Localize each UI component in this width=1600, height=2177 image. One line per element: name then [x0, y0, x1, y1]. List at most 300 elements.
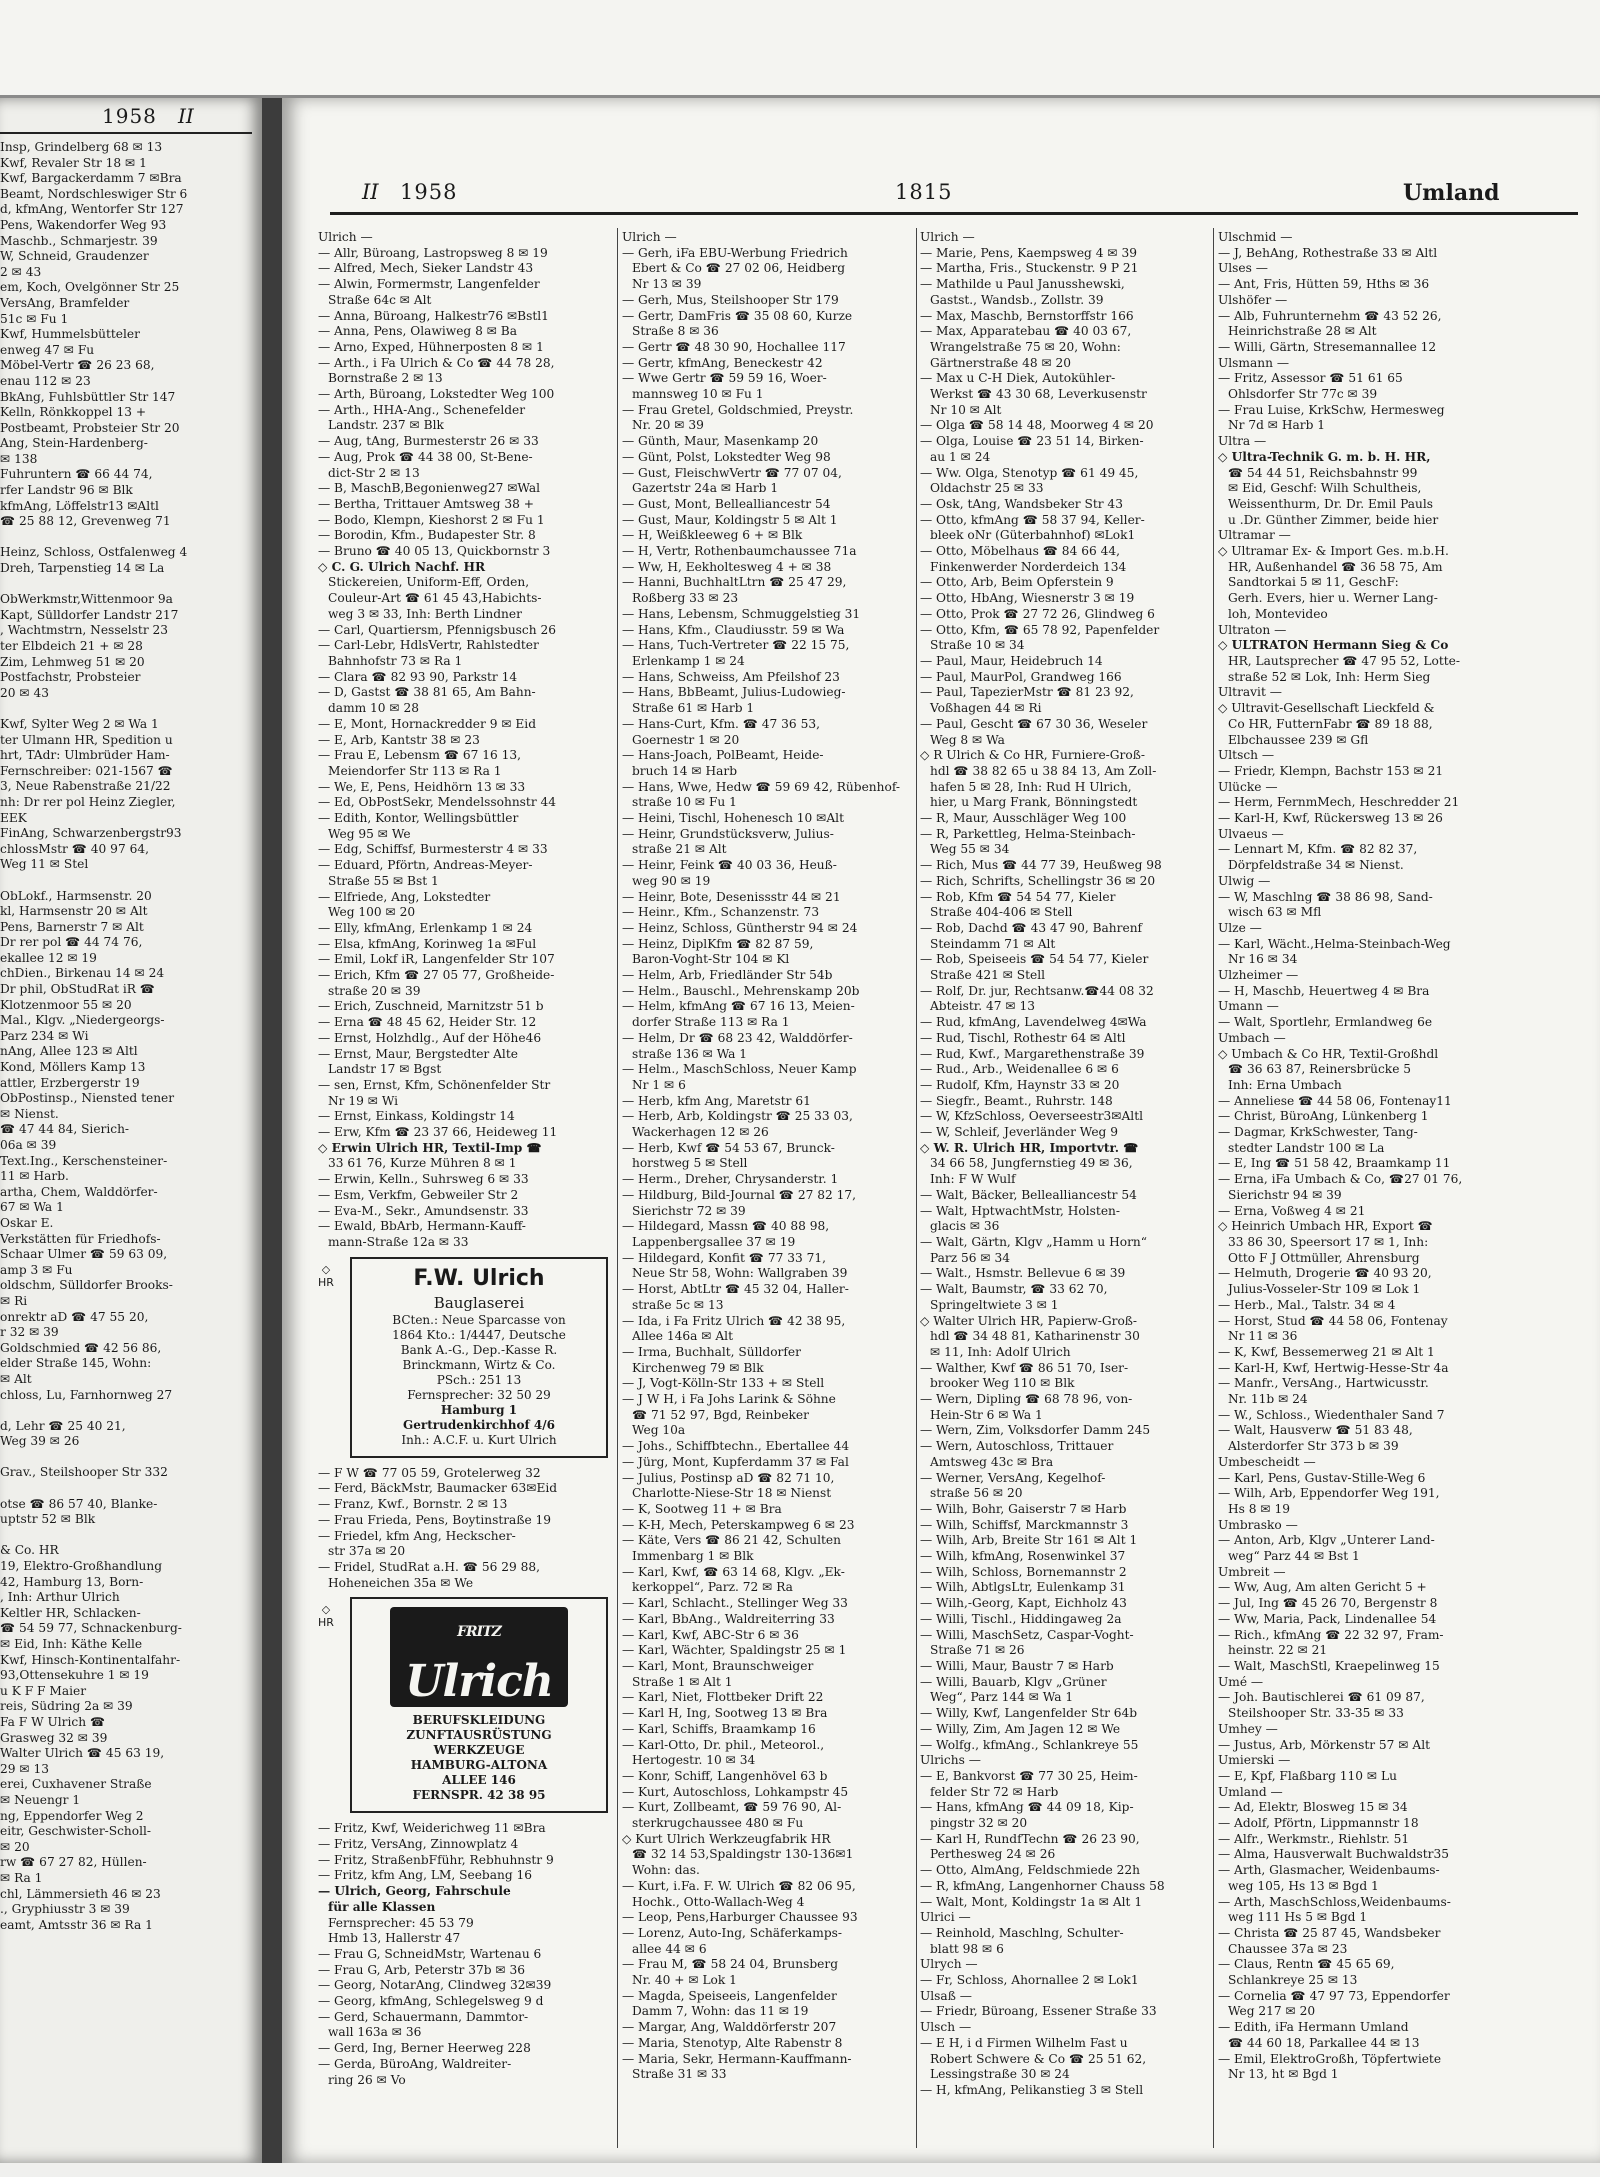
directory-entry: — Margar, Ang, Walddörferstr 207 [622, 2020, 837, 2035]
directory-entry: Straße 55 ✉ Bst 1 [328, 873, 439, 888]
directory-entry: — Karl, Pens, Gustav-Stille-Weg 6 [1218, 1470, 1426, 1485]
directory-entry: — Karl, Kwf, ☎ 63 14 68, Klgv. „Ek- [622, 1564, 845, 1579]
directory-entry: — F W ☎ 77 05 59, Grotelerweg 32 [318, 1465, 541, 1480]
directory-entry: u .Dr. Günther Zimmer, beide hier [1228, 512, 1439, 527]
left-page-line: ✉ Neuengr 1 [0, 1792, 81, 1807]
directory-entry: — Rob, Speiseeis ☎ 54 54 77, Kieler [920, 952, 1149, 967]
directory-entry: — Helm., MaschSchloss, Neuer Kamp [622, 1062, 857, 1077]
directory-entry: — Karl, Schiffs, Braamkamp 16 [622, 1721, 816, 1736]
left-page-line: ✉ Eid, Inh: Käthe Kelle [0, 1637, 143, 1651]
directory-entry: — H, kfmAng, Pelikanstieg 3 ✉ Stell [920, 2082, 1144, 2097]
left-page-line: rw ☎ 67 27 82, Hüllen- [0, 1855, 147, 1870]
directory-entry: Nr 13 ✉ 39 [632, 277, 702, 292]
directory-entry: — Heinz, DiplKfm ☎ 82 87 59, [622, 936, 814, 951]
book-gutter [262, 98, 282, 2163]
directory-entry: — Gerh, Mus, Steilshooper Str 179 [622, 292, 839, 307]
directory-entry: — Herm., Dreher, Chrysanderstr. 1 [622, 1172, 839, 1187]
directory-entry: — Frau M, ☎ 58 24 04, Brunsberg [622, 1957, 839, 1972]
directory-entry: sterkrugchaussee 480 ✉ Fu [632, 1816, 804, 1831]
directory-column-4 [1218, 230, 1510, 2150]
left-page-line [0, 1481, 244, 1497]
directory-entry: — Rob, Dachd ☎ 43 47 90, Bahrenf [920, 920, 1143, 935]
directory-entry: — Lorenz, Auto-Ing, Schäferkamps- [622, 1925, 842, 1940]
directory-entry: ◇ ULTRATON Hermann Sieg & Co [1218, 638, 1449, 653]
surname-heading: Ultsch — [1218, 748, 1275, 763]
directory-entry: — Paul, MaurPol, Grandweg 166 [920, 669, 1122, 684]
left-page-line: d, Lehr ☎ 25 40 21, [0, 1418, 126, 1433]
page-volume: II [362, 180, 379, 204]
directory-entry: Nr 1 ✉ 6 [632, 1077, 686, 1092]
surname-heading: Ulrich — [622, 230, 677, 244]
directory-entry: Nr 19 ✉ Wi [328, 1093, 399, 1108]
directory-entry: Baron-Voght-Str 104 ✉ Kl [632, 952, 790, 967]
directory-entry: ☎ 54 44 51, Reichsbahnstr 99 [1228, 465, 1418, 480]
directory-entry: Damm 7, Wohn: das 11 ✉ 19 [632, 2004, 809, 2019]
directory-entry: — Karl-Otto, Dr. phil., Meteorol., [622, 1737, 825, 1752]
directory-entry: Elbchaussee 239 ✉ Gfl [1228, 732, 1369, 747]
directory-entry: weg 3 ✉ 33, Inh: Berth Lindner [328, 606, 522, 621]
directory-entry: — E H, i d Firmen Wilhelm Fast u [920, 2035, 1128, 2050]
directory-entry: heinstr. 22 ✉ 21 [1228, 1643, 1328, 1658]
directory-entry: ◇ Ultra-Technik G. m. b. H. HR, [1218, 449, 1431, 464]
directory-entry: glacis ✉ 36 [930, 1219, 1000, 1234]
directory-entry: — Erich, Kfm ☎ 27 05 77, Großheide- [318, 968, 555, 983]
left-page-line: kl, Harmsenstr 20 ✉ Alt [0, 904, 148, 919]
directory-entry: — Walt, Baumstr, ☎ 33 62 70, [920, 1282, 1108, 1297]
left-page-line [0, 1403, 244, 1419]
directory-entry: — Willi, Gärtn, Stresemannallee 12 [1218, 339, 1437, 354]
directory-column-2 [622, 230, 914, 2150]
directory-entry: — Paul, Maur, Heidebruch 14 [920, 653, 1103, 668]
directory-entry: — Friedr, Büroang, Essener Straße 33 [920, 2004, 1157, 2019]
left-page-line: Grasweg 32 ✉ 39 [0, 1730, 108, 1745]
left-page-line: 06a ✉ 39 [0, 1138, 57, 1152]
directory-entry: Weg 55 ✉ 34 [930, 842, 1010, 857]
left-page-line: ☎ 54 59 77, Schnackenburg- [0, 1621, 182, 1636]
directory-entry: — Wwe Gertr ☎ 59 59 16, Woer- [622, 371, 827, 386]
directory-entry: — Reinhold, Maschlng, Schulter- [920, 1925, 1124, 1940]
directory-entry: — Ad, Elektr, Blosweg 15 ✉ 34 [1218, 1800, 1408, 1815]
directory-entry: — Carl, Quartiersm, Pfennigsbusch 26 [318, 622, 556, 637]
left-page-line: Kwf, Hummelsbütteler [0, 327, 140, 342]
directory-entry: — Alma, Hausverwalt Buchwaldstr35 [1218, 1847, 1449, 1862]
left-page-line: Beamt, Nordschleswiger Str 6 [0, 186, 188, 201]
left-page-line: 2 ✉ 43 [0, 264, 42, 279]
directory-entry: — Herb, kfm Ang, Maretstr 61 [622, 1093, 811, 1108]
directory-entry: — Hans, Wwe, Hedw ☎ 59 69 42, Rübenhof- [622, 779, 901, 794]
hr-mark: ◇ HR [318, 1262, 334, 1289]
directory-entry: — Walt, Sportlehr, Ermlandweg 6e [1218, 1015, 1433, 1030]
directory-entry: Weg 95 ✉ We [328, 826, 411, 841]
directory-entry: — Aug, tAng, Burmesterstr 26 ✉ 33 [318, 434, 539, 449]
left-page-line: erei, Cuxhavener Straße [0, 1777, 152, 1792]
directory-entry: — Otto, kfmAng ☎ 58 37 94, Keller- [920, 512, 1145, 527]
directory-entry: — Ww, Maria, Pack, Lindenallee 54 [1218, 1611, 1437, 1626]
ad-line: Brinckmann, Wirtz & Co. [402, 1357, 556, 1372]
directory-entry: ◇ R Ulrich & Co HR, Furniere-Groß- [920, 748, 1145, 763]
directory-entry: — Hildburg, Bild-Journal ☎ 27 82 17, [622, 1187, 856, 1202]
directory-entry: Landstr 17 ✉ Bgst [328, 1062, 442, 1077]
left-page-line: Dr phil, ObStudRat iR ☎ [0, 982, 155, 997]
directory-entry: straße 10 ✉ Fu 1 [632, 795, 737, 810]
left-page-line: BkAng, Fuhlsbüttler Str 147 [0, 389, 176, 404]
directory-entry: Gerh. Evers, hier u. Werner Lang- [1228, 591, 1438, 606]
directory-entry: — Walt, Hausverw ☎ 51 83 48, [1218, 1423, 1413, 1438]
directory-entry: Weissenthurm, Dr. Dr. Emil Pauls [1228, 496, 1433, 511]
directory-entry: Werkst ☎ 43 30 68, Leverkusenstr [930, 387, 1147, 402]
ad-line: Fernsprecher: 32 50 29 [407, 1387, 551, 1402]
directory-entry: Hoheneichen 35a ✉ We [328, 1575, 474, 1590]
directory-entry: ◇ Erwin Ulrich HR, Textil-Imp ☎ [318, 1140, 542, 1155]
directory-entry: ☎ 32 14 53,Spaldingstr 130-136✉1 [632, 1847, 854, 1862]
left-page-line: nh: Dr rer pol Heinz Ziegler, [0, 794, 176, 809]
left-page-line: chloss, Lu, Farnhornweg 27 [0, 1387, 173, 1402]
directory-entry: — E, Kpf, Flaßbarg 110 ✉ Lu [1218, 1768, 1397, 1783]
left-page-line: ✉ 138 [0, 451, 38, 466]
directory-entry: Goernestr 1 ✉ 20 [632, 732, 740, 747]
directory-entry: — Walt, HptwachtMstr, Holsten- [920, 1203, 1120, 1218]
left-page-line: 67 ✉ Wa 1 [0, 1200, 64, 1215]
directory-entry: Parz 56 ✉ 34 [930, 1250, 1011, 1265]
ad-line: Bank A.-G., Dep.-Kasse R. [400, 1342, 558, 1357]
left-page-line [0, 530, 244, 546]
directory-entry: — Manfr., VersAng., Hartwicusstr. [1218, 1376, 1429, 1391]
directory-entry: — Wilh,-Georg, Kapt, Eichholz 43 [920, 1596, 1127, 1611]
directory-entry: — Hans-Curt, Kfm. ☎ 47 36 53, [622, 716, 820, 731]
directory-entry: — Horst, AbtLtr ☎ 45 32 04, Haller- [622, 1282, 849, 1297]
surname-heading: Ulsch — [920, 2020, 972, 2035]
directory-entry: Weg 100 ✉ 20 [328, 905, 416, 920]
surname-heading: Ulsmann — [1218, 355, 1290, 370]
directory-entry: Nr 16 ✉ 34 [1228, 952, 1298, 967]
directory-entry: — Wern, Dipling ☎ 68 78 96, von- [920, 1392, 1133, 1407]
directory-entry: Lessingstraße 30 ✉ 24 [930, 2067, 1070, 2082]
directory-entry: Nr 10 ✉ Alt [930, 402, 1002, 417]
ad-company-name: F.W. Ulrich [413, 1265, 545, 1291]
directory-entry: — Günt, Polst, Lokstedter Weg 98 [622, 449, 831, 464]
directory-entry: — Walther, Kwf ☎ 86 51 70, Iser- [920, 1360, 1129, 1375]
directory-entry: — Georg, NotarAng, Clindweg 32✉39 [318, 1978, 552, 1993]
directory-entry: — R, Parkettleg, Helma-Steinbach- [920, 826, 1136, 841]
directory-entry: — Hildegard, Konfit ☎ 77 33 71, [622, 1250, 827, 1265]
directory-entry: — Christ, BüroAng, Lünkenberg 1 [1218, 1109, 1429, 1124]
directory-entry: damm 10 ✉ 28 [328, 701, 420, 716]
left-page-line: Zim, Lehmweg 51 ✉ 20 [0, 654, 145, 669]
hr-mark: ◇ HR [318, 1603, 334, 1630]
left-page-line: ng, Eppendorfer Weg 2 [0, 1808, 144, 1823]
left-page-volume: II [178, 104, 194, 128]
directory-entry: weg 105, Hs 13 ✉ Bgd 1 [1228, 1878, 1379, 1893]
left-page-line: Parz 234 ✉ Wi [0, 1028, 89, 1043]
directory-entry: — Helm, kfmAng ☎ 67 16 13, Meien- [622, 999, 855, 1014]
directory-entry: — W, Schleif, Jeverländer Weg 9 [920, 1125, 1118, 1140]
left-page-line [0, 701, 244, 717]
directory-entry: — Fritz, VersAng, Zinnowplatz 4 [318, 1837, 519, 1852]
left-page-line: ObLokf., Harmsenstr. 20 [0, 888, 152, 903]
left-page-line: nAng, Allee 123 ✉ Altl [0, 1044, 138, 1059]
directory-entry: — W, KfzSchloss, Oeverseestr3✉Altl [920, 1109, 1144, 1124]
surname-heading: Ulrich — [318, 230, 373, 244]
directory-entry: — Arth, Büroang, Lokstedter Weg 100 [318, 387, 555, 402]
left-page-line: ✉ Ra 1 [0, 1870, 43, 1885]
directory-entry: für alle Klassen [328, 1899, 436, 1914]
directory-entry: — Eva-M., Sekr., Amundsenstr. 33 [318, 1203, 529, 1218]
left-page-line: kfmAng, Löffelstr13 ✉Altl [0, 498, 159, 513]
directory-entry: stedter Landstr 100 ✉ La [1228, 1140, 1385, 1155]
directory-entry: — Borodin, Kfm., Budapester Str. 8 [318, 528, 536, 543]
directory-entry: — Paul, TapezierMstr ☎ 81 23 92, [920, 685, 1134, 700]
directory-entry: — Horst, Stud ☎ 44 58 06, Fontenay [1218, 1313, 1448, 1328]
directory-entry: Straße 1 ✉ Alt 1 [632, 1674, 733, 1689]
directory-entry: Heinrichstraße 28 ✉ Alt [1228, 324, 1377, 339]
directory-entry: — Willy, Zim, Am Jagen 12 ✉ We [920, 1721, 1121, 1736]
directory-entry: — Heini, Tischl, Hohenesch 10 ✉Alt [622, 811, 844, 826]
directory-entry: — Rich, Schrifts, Schellingstr 36 ✉ 20 [920, 873, 1156, 888]
left-page-line: Postfachstr, Probsteier [0, 670, 141, 685]
directory-entry: Bahnhofstr 73 ✉ Ra 1 [328, 653, 463, 668]
directory-entry: — Alfr., Werkmstr., Riehlstr. 51 [1218, 1831, 1410, 1846]
directory-entry: — Karl H, Ing, Sootweg 13 ✉ Bra [622, 1706, 828, 1721]
directory-entry: — Wilh, AbtlgsLtr, Eulenkamp 31 [920, 1580, 1126, 1595]
ad-line: PSch.: 251 13 [436, 1372, 522, 1387]
left-page-line: ObWerkmstr,Wittenmoor 9a [0, 592, 173, 607]
directory-entry: Gazertstr 24a ✉ Harb 1 [632, 481, 779, 496]
directory-entry: Springeltwiete 3 ✉ 1 [930, 1297, 1059, 1312]
directory-entry: — Karl, BbAng., Waldreiterring 33 [622, 1611, 835, 1626]
left-page-line: ter Ulmann HR, Spedition u [0, 732, 173, 747]
left-page-line: Verkstätten für Friedhofs- [0, 1231, 161, 1246]
directory-entry: — R, kfmAng, Langenhorner Chauss 58 [920, 1878, 1165, 1893]
directory-entry: Straße 64c ✉ Alt [328, 292, 432, 307]
left-page-line [0, 873, 244, 889]
directory-entry: — W, Maschlng ☎ 38 86 98, Sand- [1218, 889, 1433, 904]
directory-entry: — Irma, Buchhalt, Sülldorfer [622, 1344, 801, 1359]
directory-entry: — Arth., HHA-Ang., Schenefelder [318, 402, 526, 417]
directory-entry: — Bruno ☎ 40 05 13, Quickbornstr 3 [318, 544, 551, 559]
directory-entry: — sen, Ernst, Kfm, Schönenfelder Str [318, 1077, 551, 1092]
directory-entry: — Ernst, Einkass, Koldingstr 14 [318, 1109, 515, 1124]
left-page-line: hrt, TAdr: Ulmbrüder Ham- [0, 748, 170, 763]
directory-entry: — Max u C-H Diek, Autokühler- [920, 371, 1116, 386]
directory-entry: — Edith, iFa Hermann Umland [1218, 2020, 1409, 2035]
directory-entry: — Erich, Zuschneid, Marnitzstr 51 b [318, 999, 544, 1014]
directory-entry: — Herb, Kwf ☎ 54 53 67, Brunck- [622, 1140, 835, 1155]
directory-entry: — Fritz, Kwf, Weiderichweg 11 ✉Bra [318, 1821, 546, 1836]
left-page-line: ✉ Alt [0, 1371, 32, 1386]
directory-entry: — Georg, kfmAng, Schlegelsweg 9 d [318, 1994, 544, 2009]
directory-entry: Stickereien, Uniform-Eff, Orden, [328, 575, 530, 590]
directory-entry: weg“ Parz 44 ✉ Bst 1 [1228, 1549, 1360, 1564]
directory-entry: Alsterdorfer Str 373 b ✉ 39 [1228, 1439, 1399, 1454]
left-page-line [0, 1450, 244, 1466]
directory-entry: — Max, Apparatebau ☎ 40 03 67, [920, 324, 1132, 339]
left-page-line: 11 ✉ Harb. [0, 1169, 69, 1184]
surname-heading: Ulsaß — [920, 1988, 972, 2003]
left-page-line: onrektr aD ☎ 47 55 20, [0, 1309, 149, 1324]
directory-entry: — Frau E, Lebensm ☎ 67 16 13, [318, 748, 522, 763]
directory-entry: — Erwin, Kelln., Suhrsweg 6 ✉ 33 [318, 1172, 529, 1187]
directory-entry: Chaussee 37a ✉ 23 [1228, 1941, 1348, 1956]
left-page-line: Kwf, Bargackerdamm 7 ✉Bra [0, 171, 182, 186]
directory-entry: — Otto, Kfm, ☎ 65 78 92, Papenfelder [920, 622, 1160, 637]
directory-entry: hafen 5 ✉ 28, Inh: Rud H Ulrich, [930, 779, 1132, 794]
directory-entry: — Arno, Exped, Hühnerposten 8 ✉ 1 [318, 339, 544, 354]
directory-entry: — Ant, Fris, Hütten 59, Hths ✉ 36 [1218, 277, 1430, 292]
left-page-line: chDien., Birkenau 14 ✉ 24 [0, 966, 165, 981]
directory-entry: Wackerhagen 12 ✉ 26 [632, 1125, 769, 1140]
directory-entry: — Willy, Kwf, Langenfelder Str 64b [920, 1706, 1138, 1721]
directory-entry: — Paul, Gescht ☎ 67 30 36, Weseler [920, 716, 1148, 731]
directory-entry: — Willi, Maur, Baustr 7 ✉ Harb [920, 1658, 1114, 1673]
surname-heading: Ulshöfer — [1218, 292, 1288, 307]
surname-heading: Umierski — [1218, 1753, 1291, 1768]
directory-entry: Gastst., Wandsb., Zollstr. 39 [930, 292, 1104, 307]
directory-entry: Straße 71 ✉ 26 [930, 1643, 1025, 1658]
left-page-line: FinAng, Schwarzenbergstr93 [0, 826, 182, 841]
directory-entry: — Walt, Bäcker, Bellealliancestr 54 [920, 1187, 1137, 1202]
surname-heading: Ultramar — [1218, 528, 1291, 543]
directory-entry: bruch 14 ✉ Harb [632, 763, 738, 778]
directory-entry: — Anna, Pens, Olawiweg 8 ✉ Ba [318, 324, 518, 339]
directory-entry: — Claus, Rentn ☎ 45 65 69, [1218, 1957, 1395, 1972]
left-page-line: d, kfmAng, Wentorfer Str 127 [0, 202, 184, 217]
surname-heading: Ulrichs — [920, 1753, 981, 1768]
directory-entry: 33 61 76, Kurze Mühren 8 ✉ 1 [328, 1156, 517, 1171]
directory-entry: — Heinr., Kfm., Schanzenstr. 73 [622, 905, 820, 920]
directory-entry: — D, Gastst ☎ 38 81 65, Am Bahn- [318, 685, 536, 700]
surname-heading: Ulrici — [920, 1910, 971, 1925]
directory-entry: — Frau G, Arb, Peterstr 37b ✉ 36 [318, 1962, 525, 1977]
directory-entry: Steilshooper Str. 33-35 ✉ 33 [1228, 1706, 1404, 1721]
directory-entry: felder Str 72 ✉ Harb [930, 1784, 1059, 1799]
left-page-line [0, 577, 244, 593]
surname-heading: Umhey — [1218, 1721, 1278, 1736]
left-page-line: EEK [0, 810, 27, 825]
directory-entry: Straße 404-406 ✉ Stell [930, 905, 1073, 920]
left-page-line: chlossMstr ☎ 40 97 64, [0, 841, 149, 856]
directory-entry: — Julius, Postinsp aD ☎ 82 71 10, [622, 1470, 835, 1485]
left-page-column [0, 140, 244, 2150]
left-page-line: 93,Ottensekuhre 1 ✉ 19 [0, 1668, 149, 1683]
ad-line: WERKZEUGE [433, 1743, 525, 1758]
column-divider [1213, 228, 1214, 2148]
directory-entry: 34 66 58, Jungfernstieg 49 ✉ 36, [930, 1156, 1133, 1171]
directory-entry: Roßberg 33 ✉ 23 [632, 591, 739, 606]
directory-entry: mann-Straße 12a ✉ 33 [328, 1235, 469, 1249]
page-year: 1958 [400, 180, 458, 204]
left-page-line: ✉ Nienst. [0, 1106, 59, 1121]
directory-entry: Weg 217 ✉ 20 [1228, 2004, 1316, 2019]
directory-entry: — Otto, HbAng, Wiesnerstr 3 ✉ 19 [920, 591, 1135, 606]
directory-entry: — Osk, tAng, Wandsbeker Str 43 [920, 496, 1123, 511]
left-page-line: Möbel-Vertr ☎ 26 23 68, [0, 358, 155, 373]
ad-line: 1864 Kto.: 1/4447, Deutsche [392, 1327, 566, 1342]
left-page-line: Goldschmied ☎ 42 56 86, [0, 1340, 162, 1355]
directory-entry: — Ferd, BäckMstr, Baumacker 63✉Eid [318, 1481, 558, 1496]
directory-entry: Robert Schwere & Co ☎ 25 51 62, [930, 2051, 1147, 2066]
left-page-line: Fuhruntern ☎ 66 44 74, [0, 467, 153, 482]
directory-entry: — Friedel, kfm Ang, Heckscher- [318, 1528, 516, 1543]
directory-column-3 [920, 230, 1210, 2150]
directory-entry: — Wern, Zim, Volksdorfer Damm 245 [920, 1423, 1151, 1438]
directory-entry: — Gust, Maur, Koldingstr 5 ✉ Alt 1 [622, 512, 838, 527]
directory-entry: — Karl, Schlacht., Stellinger Weg 33 [622, 1596, 848, 1611]
surname-heading: Umland — [1218, 1784, 1283, 1799]
directory-entry: — Cornelia ☎ 47 97 73, Eppendorfer [1218, 1988, 1450, 2003]
directory-entry: — Ulrich, Georg, Fahrschule [318, 1884, 511, 1899]
left-page-line: eitr, Geschwister-Scholl- [0, 1824, 152, 1839]
directory-entry: — K, Sootweg 11 + ✉ Bra [622, 1501, 782, 1516]
left-page-line: Maschb., Schmarjestr. 39 [0, 233, 158, 248]
directory-entry: — Dagmar, KrkSchwester, Tang- [1218, 1125, 1418, 1140]
directory-entry: ☎ 36 63 87, Reinersbrücke 5 [1228, 1062, 1412, 1077]
directory-entry: — B, MaschB,Begonienweg27 ✉Wal [318, 481, 541, 496]
left-page-line: ✉ 20 [0, 1839, 30, 1854]
directory-entry: Weg 10a [632, 1423, 686, 1438]
directory-entry: Charlotte-Niese-Str 18 ✉ Nienst [632, 1486, 832, 1501]
directory-entry: kerkoppel“, Parz. 72 ✉ Ra [632, 1580, 793, 1595]
directory-entry: — E, Ing ☎ 51 58 42, Braamkamp 11 [1218, 1156, 1451, 1171]
left-page-line: Klotzenmoor 55 ✉ 20 [0, 997, 132, 1012]
directory-entry: Straße 61 ✉ Harb 1 [632, 701, 755, 716]
left-page-year: 1958 [102, 104, 157, 128]
surname-heading: Ulücke — [1218, 779, 1278, 794]
directory-entry: Sierichstr 72 ✉ 39 [632, 1203, 746, 1218]
directory-entry: — Ernst, Maur, Bergstedter Alte [318, 1046, 518, 1061]
surname-heading: Umbreit — [1218, 1564, 1286, 1579]
directory-entry: — Lennart M, Kfm. ☎ 82 82 37, [1218, 842, 1418, 857]
directory-entry: — W., Schloss., Wiedenthaler Sand 7 [1218, 1407, 1445, 1422]
directory-entry: Wrangelstraße 75 ✉ 20, Wohn: [930, 339, 1121, 354]
directory-entry: — Karl, Wächt.,Helma-Steinbach-Weg [1218, 936, 1451, 951]
directory-entry: straße 52 ✉ Lok, Inh: Herm Sieg [1228, 669, 1431, 684]
directory-entry: Hmb 13, Hallerstr 47 [328, 1931, 461, 1946]
directory-entry: Allee 146a ✉ Alt [632, 1329, 733, 1344]
directory-entry: — J W H, i Fa Johs Larink & Söhne [622, 1392, 836, 1407]
ad-line: HAMBURG-ALTONA [410, 1758, 548, 1773]
directory-entry: — Hans, BbBeamt, Julius-Ludowieg- [622, 685, 846, 700]
directory-entry: Neue Str 58, Wohn: Wallgraben 39 [632, 1266, 848, 1281]
directory-entry: — Olga, Louise ☎ 23 51 14, Birken- [920, 434, 1144, 449]
directory-entry: — Fr, Schloss, Ahornallee 2 ✉ Lok1 [920, 1973, 1139, 1988]
directory-entry: — Arth, Glasmacher, Weidenbaums- [1218, 1863, 1440, 1878]
left-page-line: 20 ✉ 43 [0, 685, 49, 700]
directory-entry: Oldachstr 25 ✉ 33 [930, 481, 1044, 496]
directory-entry: — Günth, Maur, Masenkamp 20 [622, 434, 819, 449]
directory-entry: Nr. 20 ✉ 39 [632, 418, 704, 433]
directory-entry: ◇ W. R. Ulrich HR, Importvtr. ☎ [920, 1140, 1139, 1155]
directory-entry: — Justus, Arb, Mörkenstr 57 ✉ Alt [1218, 1737, 1430, 1752]
left-page-line: Oskar E. [0, 1215, 54, 1230]
left-page-line: ter Elbdeich 21 + ✉ 28 [0, 639, 143, 653]
directory-entry: Ebert & Co ☎ 27 02 06, Heidberg [632, 261, 846, 276]
ad-line: Hamburg 1 [440, 1402, 518, 1417]
left-page-line: eamt, Amtsstr 36 ✉ Ra 1 [0, 1917, 153, 1932]
directory-entry: — Elfriede, Ang, Lokstedter [318, 889, 491, 904]
directory-entry: straße 136 ✉ Wa 1 [632, 1046, 748, 1061]
left-page-line: ✉ Ri [0, 1293, 28, 1308]
directory-entry: — Gerd, Schauermann, Dammtor- [318, 2009, 529, 2024]
directory-entry: — Anton, Arb, Klgv „Unterer Land- [1218, 1533, 1435, 1548]
directory-entry: — Karl-H, Kwf, Rückersweg 13 ✉ 26 [1218, 811, 1443, 826]
directory-entry: — E, Arb, Kantstr 38 ✉ 23 [318, 732, 480, 747]
directory-entry: — Gust, FleischwVertr ☎ 77 07 04, [622, 465, 842, 480]
directory-entry: — Willi, Tischl., Hiddingaweg 2a [920, 1611, 1122, 1626]
ad-line: Gertrudenkirchhof 4/6 [403, 1417, 555, 1432]
directory-entry: — Emil, Lokf iR, Langenfelder Str 107 [318, 952, 555, 967]
directory-entry: — Magda, Speiseeis, Langenfelder [622, 1988, 837, 2003]
left-page-line: ., Gryphiusstr 3 ✉ 39 [0, 1902, 130, 1917]
